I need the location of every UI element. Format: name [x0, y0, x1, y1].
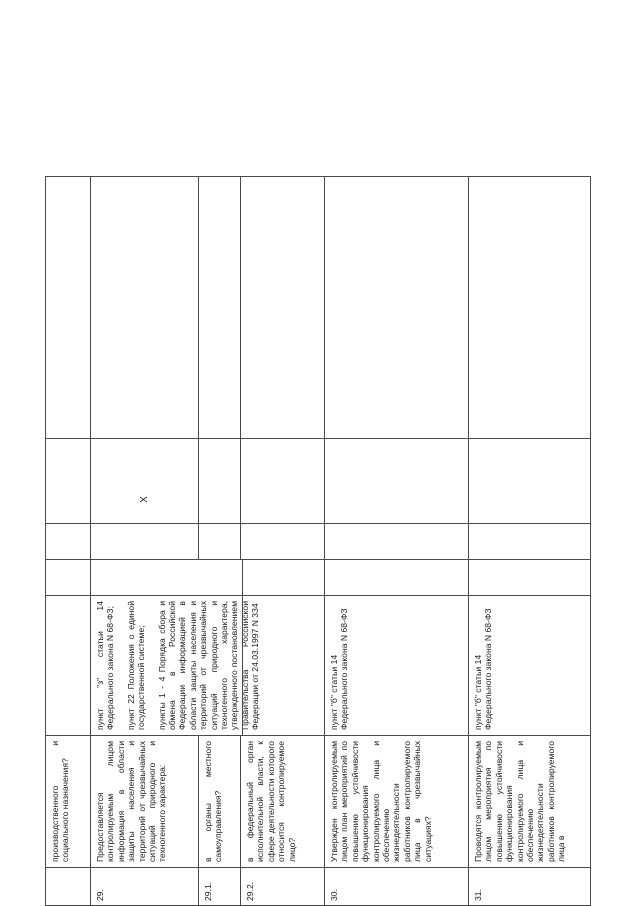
reference-text: пункт "з" статьи 14 Федерального закона N 68-ФЗ;: [95, 601, 116, 730]
reference-text: пункт "б" статьи 14 Федерального закона N 68-ФЗ: [473, 608, 494, 730]
note-cell: [45, 176, 90, 439]
question-text: Предоставляется контролируемым лицом информация в области защиты населения и территорий от чрезвычайных ситуаций природного и техногенного характера:: [95, 741, 168, 862]
reference-text: пункт "б" статьи 14 Федерального закона N 68-ФЗ: [329, 608, 350, 730]
reference-cell: [45, 596, 90, 736]
question-cell: [45, 736, 90, 868]
answer-na-cell: [240, 439, 324, 524]
row-number: [45, 868, 90, 906]
row-number: 30.: [324, 868, 468, 906]
question-text: производственного и социального назначения?: [50, 741, 71, 862]
question-text: в федеральный орган исполнительной власти, к сфере деятельности которого относится контролируемое лицо?: [245, 741, 297, 862]
answer-no-cell: [45, 524, 90, 560]
question-text: Утвержден контролируемым лицом план мероприятий по повышению устойчивости функционирования контролируемого лица и обеспечению жизнедеятельности работников контролируемого лица в чрезвычайных ситуациях?: [329, 741, 433, 862]
note-cell: [198, 176, 240, 439]
answer-yes-cell: [468, 560, 591, 596]
question-cell: [324, 736, 468, 868]
question-cell: [198, 736, 240, 868]
answer-na-cell: [45, 439, 90, 524]
answer-no-cell: [324, 524, 468, 560]
answer-na-cell: [324, 439, 468, 524]
note-cell: [324, 176, 468, 439]
reference-text: пункты 1 - 4 Порядка сбора и обмена в Российской Федерации информацией в области защиты населения и территорий от чрезвычайных ситуаций природного и техногенного характера, утвержденного постановлением Правительства Российской Федерации от 24.03.1997 N 334: [156, 601, 261, 730]
answer-na-cell: [468, 439, 591, 524]
row-number: 29.1.: [198, 868, 240, 906]
not-applicable-mark: X: [139, 496, 150, 503]
answer-na-cell: [198, 439, 240, 524]
answer-no-cell: [240, 524, 324, 560]
answer-yes-cell: [324, 560, 468, 596]
answer-yes-cell: [242, 560, 324, 596]
question-cell: [468, 736, 591, 868]
checklist-table: [45, 176, 591, 906]
question-text: Проводятся контролируемым лицом мероприятия по повышению устойчивости функционирования контролируемого лица и обеспечению жизнедеятельности работников контролируемого лица в: [473, 741, 567, 862]
reference-cell: [324, 596, 468, 736]
row-number: 29.: [90, 868, 198, 906]
question-cell: [90, 736, 198, 868]
answer-yes-cell: [45, 560, 90, 596]
answer-no-cell: [468, 524, 591, 560]
note-cell: [90, 176, 198, 439]
question-cell: [240, 736, 324, 868]
reference-cell: [468, 596, 591, 736]
note-cell: [240, 176, 324, 439]
row-number: 31.: [468, 868, 591, 906]
question-text: в органы местного самоуправления?: [203, 741, 224, 862]
row-number: 29.2.: [240, 868, 324, 906]
reference-text: пункт 22 Положения о единой государственной системе;: [125, 601, 147, 730]
reference-cell: [90, 596, 261, 736]
reference-cell: [242, 596, 324, 736]
note-cell: [468, 176, 591, 439]
answer-no-cell: [198, 524, 240, 560]
answer-yes-cell: [90, 560, 242, 596]
